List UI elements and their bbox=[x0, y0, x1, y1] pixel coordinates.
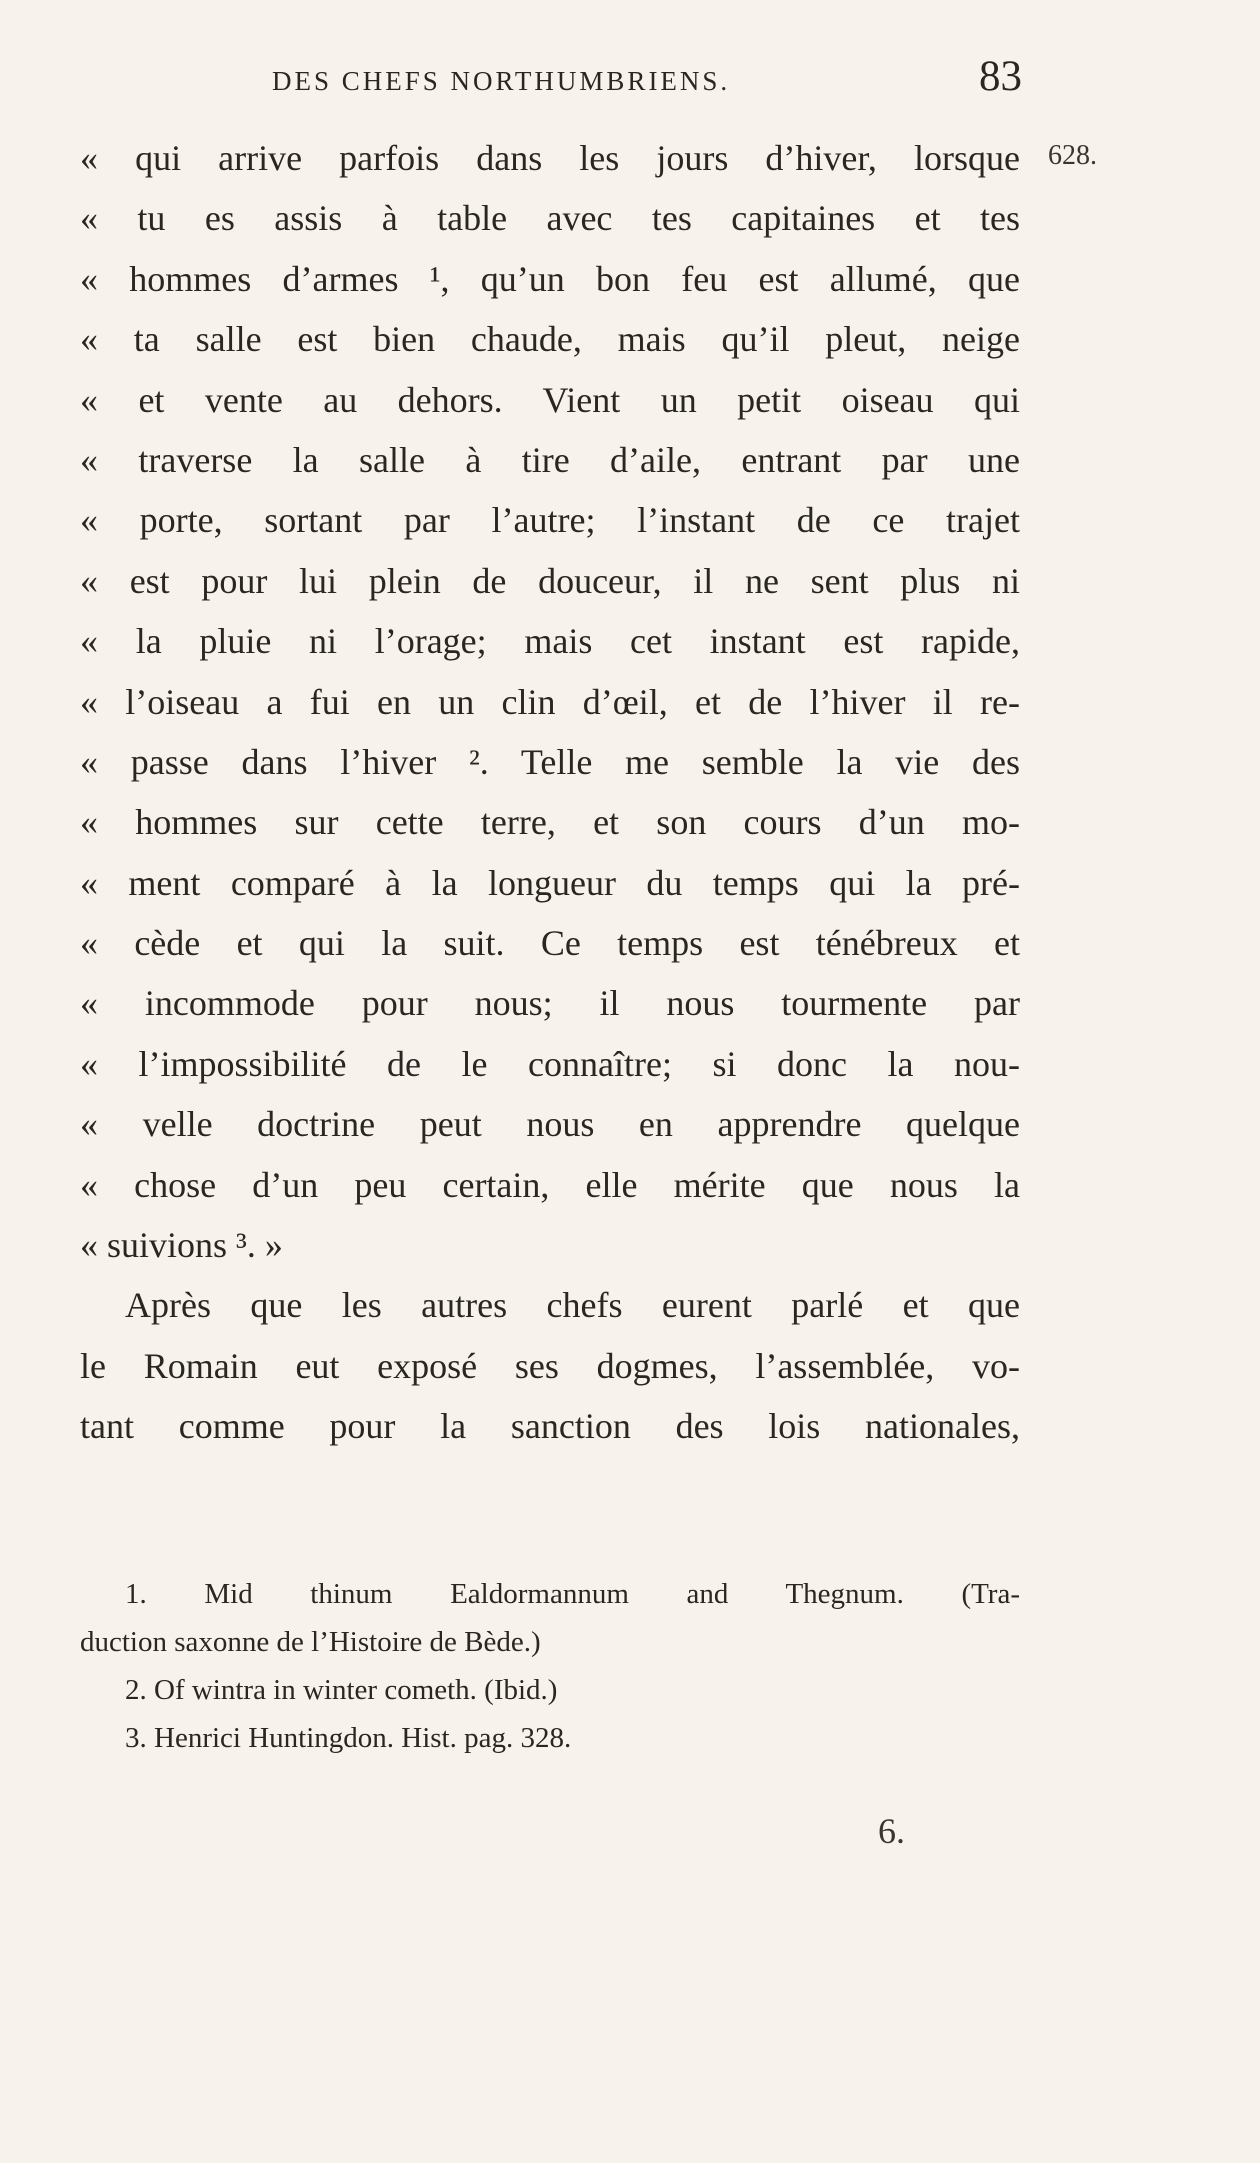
text-line: « ta salle est bien chaude, mais qu’il pleut, neige bbox=[80, 319, 1020, 360]
text-line: « l’oiseau a fui en un clin d’œil, et de l’hiver il re- bbox=[80, 681, 1020, 722]
running-title: DES CHEFS NORTHUMBRIENS. bbox=[272, 66, 731, 96]
text-line: « et vente au dehors. Vient un petit oiseau qui bbox=[80, 379, 1020, 420]
text-line: « hommes sur cette terre, et son cours d’un mo- bbox=[80, 802, 1020, 843]
page-number: 83 bbox=[979, 53, 1022, 100]
margin-year-note: 628. bbox=[1048, 140, 1097, 171]
footnote-2: 2. Of wintra in winter cometh. (Ibid.) bbox=[125, 1674, 558, 1706]
text-line: « traverse la salle à tire d’aile, entrant par une bbox=[80, 439, 1020, 480]
footnote-1-continued: duction saxonne de l’Histoire de Bède.) bbox=[80, 1626, 541, 1658]
text-line: « hommes d’armes ¹, qu’un bon feu est allumé, que bbox=[80, 258, 1020, 299]
text-line: tant comme pour la sanction des lois nationales, bbox=[80, 1406, 1020, 1447]
text-line: « cède et qui la suit. Ce temps est ténébreux et bbox=[80, 923, 1020, 964]
text-line: « tu es assis à table avec tes capitaines et tes bbox=[80, 198, 1020, 239]
footnote-1: 1. Mid thinum Ealdormannum and Thegnum. (Tra- bbox=[125, 1578, 1020, 1610]
signature-mark: 6. bbox=[878, 1811, 905, 1851]
text-line: « passe dans l’hiver ². Telle me semble la vie des bbox=[80, 741, 1020, 782]
text-line: « suivions ³. » bbox=[80, 1225, 283, 1266]
page-header bbox=[80, 48, 1020, 108]
text-line: « la pluie ni l’orage; mais cet instant est rapide, bbox=[80, 621, 1020, 662]
footnote-3: 3. Henrici Huntingdon. Hist. pag. 328. bbox=[125, 1722, 572, 1754]
text-line: « qui arrive parfois dans les jours d’hiver, lorsque bbox=[80, 138, 1020, 178]
text-line: le Romain eut exposé ses dogmes, l’assemblée, vo- bbox=[80, 1345, 1020, 1386]
text-line: « chose d’un peu certain, elle mérite que nous la bbox=[80, 1164, 1020, 1205]
text-line: « ment comparé à la longueur du temps qui la pré- bbox=[80, 862, 1020, 903]
text-line: « velle doctrine peut nous en apprendre quelque bbox=[80, 1104, 1020, 1145]
text-line: « est pour lui plein de douceur, il ne sent plus ni bbox=[80, 560, 1020, 601]
text-line: « incommode pour nous; il nous tourmente par bbox=[80, 983, 1020, 1024]
text-line: « porte, sortant par l’autre; l’instant de ce trajet bbox=[80, 500, 1020, 541]
footnotes bbox=[80, 1570, 1020, 1762]
text-line: « l’impossibilité de le connaître; si donc la nou- bbox=[80, 1043, 1020, 1084]
body-text bbox=[80, 128, 1020, 1457]
paragraph-first-line: Après que les autres chefs eurent parlé et que bbox=[125, 1285, 1020, 1326]
